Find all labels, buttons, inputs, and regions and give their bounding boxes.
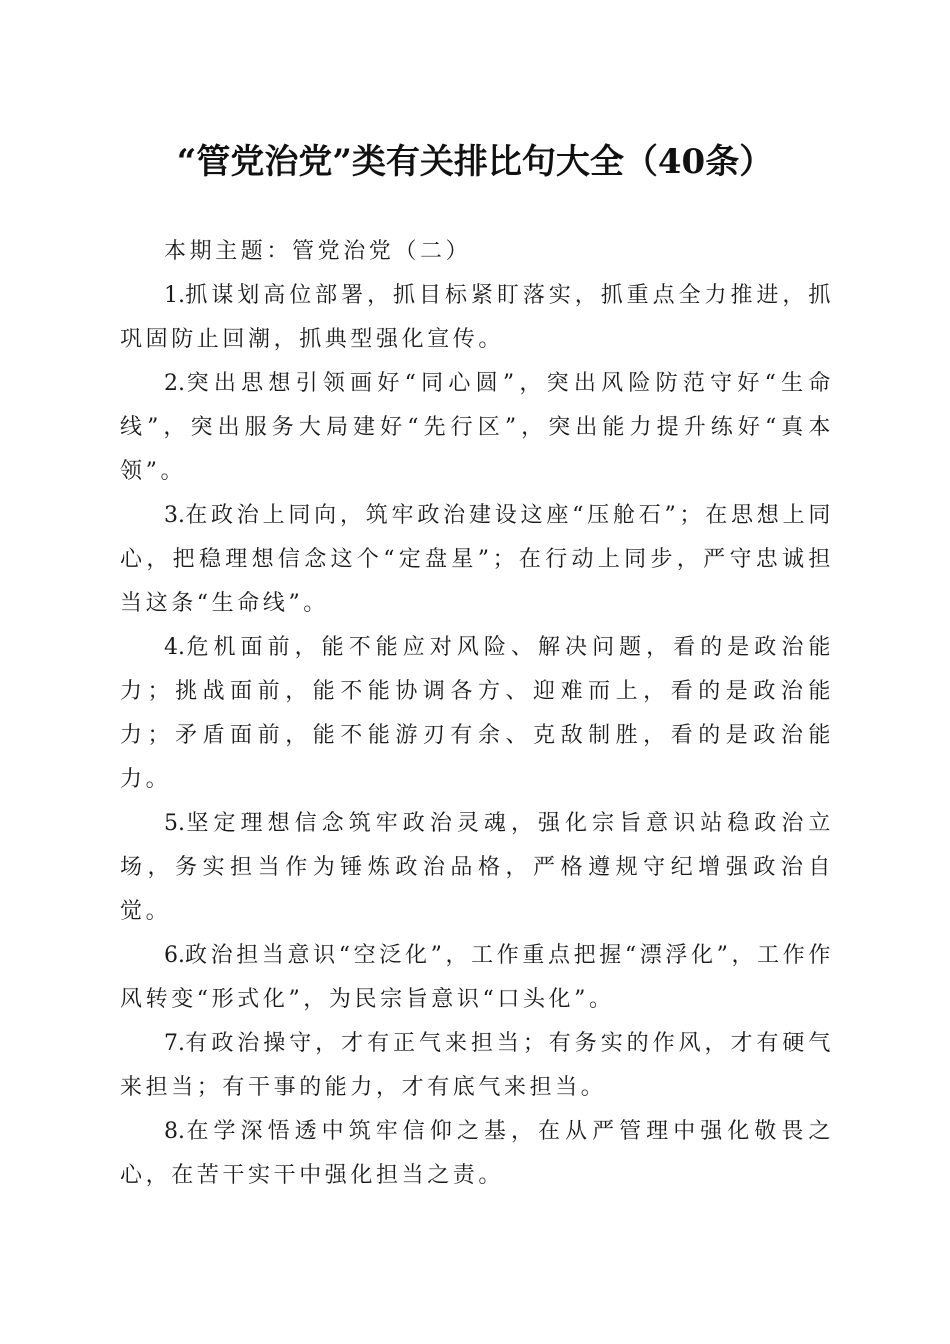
- document-body: [120, 230, 834, 1198]
- item-text: 坚定理想信念筑牢政治灵魂，强化宗旨意识站稳政治立场，务实担当作为锤炼政治品格，严格遵规守纪增强政治自觉。: [120, 811, 834, 924]
- item-number: 2.: [164, 371, 185, 396]
- list-item: [120, 494, 834, 626]
- list-item: [120, 1110, 834, 1198]
- item-text: 危机面前，能不能应对风险、解决问题，看的是政治能力；挑战面前，能不能协调各方、迎难而上，看的是政治能力；矛盾面前，能不能游刃有余、克敌制胜，看的是政治能力。: [120, 635, 834, 792]
- list-item: [120, 934, 834, 1022]
- document-title: “管党治党”类有关排比句大全（40条）: [176, 142, 774, 182]
- item-number: 3.: [164, 503, 185, 528]
- item-text: 突出思想引领画好“同心圆”，突出风险防范守好“生命线”，突出服务大局建好“先行区”，突出能力提升练好“真本领”。: [120, 371, 834, 484]
- item-number: 5.: [164, 811, 185, 836]
- item-number: 4.: [164, 635, 185, 660]
- item-text: 政治担当意识“空泛化”，工作重点把握“漂浮化”，工作作风转变“形式化”，为民宗旨意识“口头化”。: [120, 943, 834, 1012]
- item-text: 有政治操守，才有正气来担当；有务实的作风，才有硬气来担当；有干事的能力，才有底气来担当。: [120, 1031, 834, 1100]
- list-item: [120, 274, 834, 362]
- item-text: 在学深悟透中筑牢信仰之基，在从严管理中强化敬畏之心，在苦干实干中强化担当之责。: [120, 1119, 834, 1188]
- item-text: 抓谋划高位部署，抓目标紧盯落实，抓重点全力推进，抓巩固防止回潮，抓典型强化宣传。: [120, 283, 834, 352]
- item-number: 1.: [164, 283, 185, 308]
- list-item: [120, 626, 834, 802]
- item-text: 在政治上同向，筑牢政治建设这座“压舱石”；在思想上同心，把稳理想信念这个“定盘星”；在行动上同步，严守忠诚担当这条“生命线”。: [120, 503, 834, 616]
- list-item: [120, 802, 834, 934]
- list-item: [120, 1022, 834, 1110]
- subject-line: 本期主题：管党治党（二）: [164, 239, 472, 264]
- list-item: [120, 362, 834, 494]
- item-number: 6.: [164, 943, 185, 968]
- item-number: 7.: [164, 1031, 185, 1056]
- item-number: 8.: [164, 1119, 185, 1144]
